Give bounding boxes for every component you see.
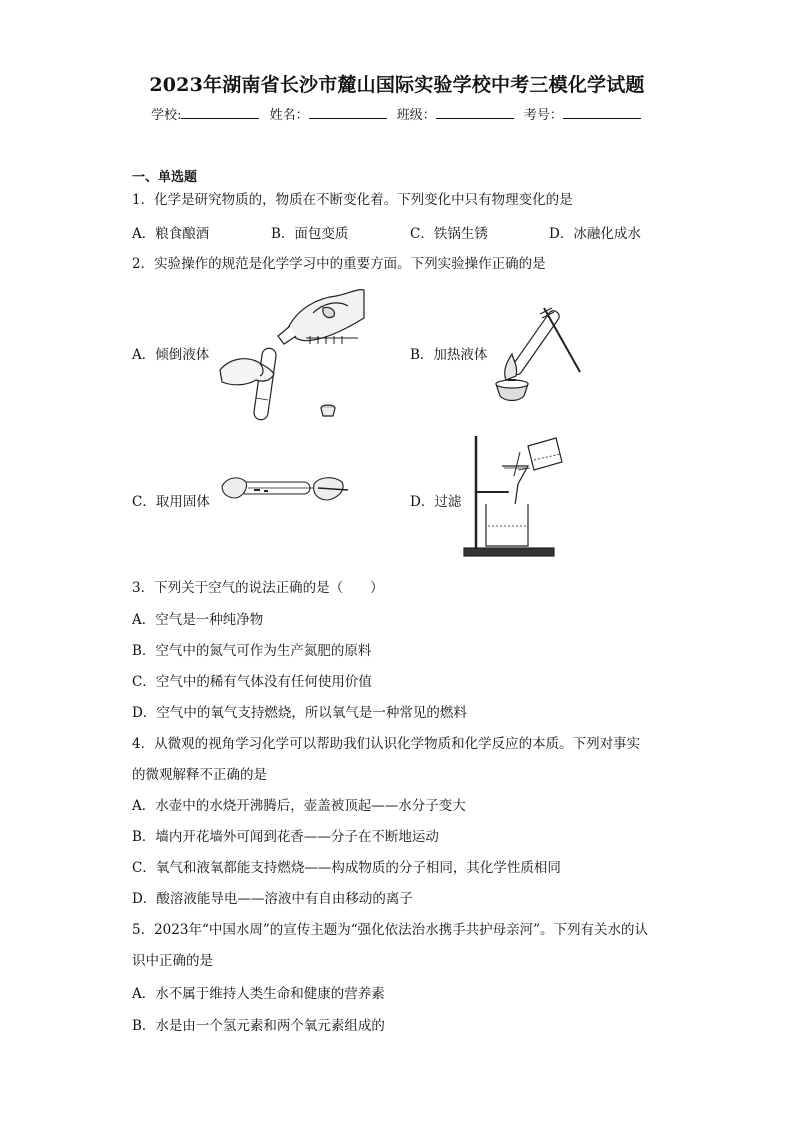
question-1-option-d: D．冰融化成水 [549, 226, 641, 242]
question-3-stem: 3．下列关于空气的说法正确的是（ ） [132, 580, 384, 596]
question-3-option-a: A．空气是一种纯净物 [132, 612, 264, 628]
question-4-option-c: C．氧气和液氧都能支持燃烧——构成物质的分子相同，其化学性质相同 [132, 860, 561, 876]
question-5-option-b: B．水是由一个氢元素和两个氧元素组成的 [132, 1018, 385, 1034]
school-blank [181, 106, 259, 119]
section-heading: 一、单选题 [132, 170, 198, 185]
question-1-option-a: A．粮食酿酒 [132, 226, 210, 242]
question-1-option-c: C．铁锅生锈 [410, 226, 488, 242]
school-label: 学校: [151, 108, 182, 123]
id-blank [563, 106, 641, 119]
question-5-stem-line-1: 5．2023年“中国水周”的宣传主题为“强化依法治水携手共护母亲河”。下列有关水的认 [132, 922, 649, 938]
question-5-option-a: A．水不属于维持人类生命和健康的营养素 [132, 986, 385, 1002]
class-label: 班级： [396, 108, 436, 123]
taking-solid-figure [218, 470, 350, 510]
question-4-stem-line-1: 4．从微观的视角学习化学可以帮助我们认识化学物质和化学反应的本质。下列对事实 [132, 736, 641, 752]
question-4-option-d: D．酸溶液能导电——溶液中有自由移动的离子 [132, 891, 413, 907]
question-2-option-a: A．倾倒液体 [132, 347, 210, 363]
heating-liquid-figure [488, 300, 588, 410]
student-info-row [0, 104, 794, 123]
question-3-option-c: C．空气中的稀有气体没有任何使用价值 [132, 674, 372, 690]
exam-title: 2023年湖南省长沙市麓山国际实验学校中考三模化学试题 [149, 74, 645, 96]
filtration-figure [462, 432, 572, 560]
question-1-stem: 1．化学是研究物质的，物质在不断变化着。下列变化中只有物理变化的是 [132, 192, 573, 208]
pouring-liquid-figure [218, 278, 368, 423]
question-2-option-c: C．取用固体 [132, 494, 210, 510]
question-2-option-d: D．过滤 [410, 494, 462, 510]
question-2-stem: 2．实验操作的规范是化学学习中的重要方面。下列实验操作正确的是 [132, 256, 546, 272]
question-4-option-a: A．水壶中的水烧开沸腾后，壶盖被顶起——水分子变大 [132, 798, 466, 814]
question-2-option-b: B．加热液体 [410, 347, 488, 363]
question-4-option-b: B．墙内开花墙外可闻到花香——分子在不断地运动 [132, 829, 439, 845]
question-3-option-d: D．空气中的氧气支持燃烧，所以氧气是一种常见的燃料 [132, 705, 467, 721]
id-label: 考号： [523, 108, 563, 123]
class-blank [436, 106, 514, 119]
question-5-stem-line-2: 识中正确的是 [132, 953, 213, 969]
question-1-option-b: B．面包变质 [271, 226, 349, 242]
question-4-stem-line-2: 的微观解释不正确的是 [132, 767, 267, 783]
name-label: 姓名： [269, 108, 309, 123]
name-blank [309, 106, 387, 119]
question-3-option-b: B．空气中的氮气可作为生产氮肥的原料 [132, 643, 372, 659]
